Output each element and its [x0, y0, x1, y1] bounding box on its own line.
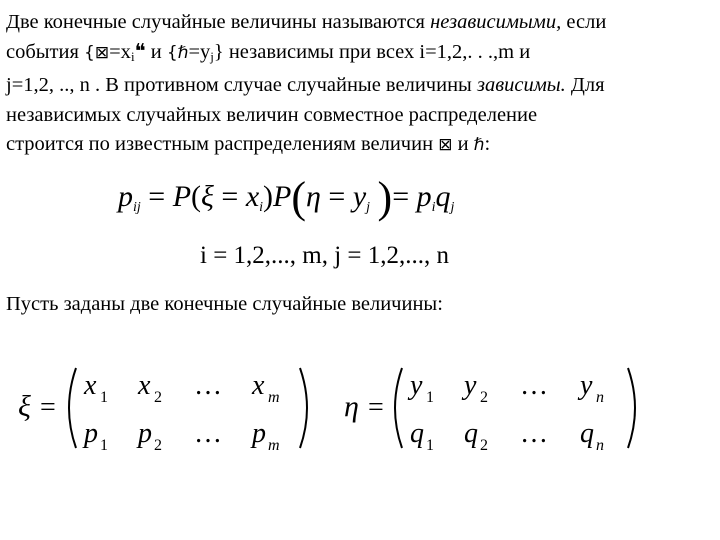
- eta-top-cell: y: [464, 370, 477, 401]
- formula-eq: =: [221, 180, 239, 213]
- eta-bottom-cell: q: [580, 418, 594, 449]
- eta-bottom-cell: q: [410, 418, 424, 449]
- xi-equals: =: [40, 392, 56, 423]
- formula-p: p: [118, 180, 133, 213]
- xi-top-row: [83, 370, 280, 406]
- joint-distribution-formula: [118, 173, 455, 222]
- xi-bottom-sub: 1: [100, 437, 108, 454]
- subscript-j: j: [210, 48, 214, 64]
- formula-sub-j: j: [366, 200, 371, 215]
- intro-text: :: [484, 133, 491, 155]
- xi-matrix: [18, 358, 318, 463]
- eta-top-row: [407, 370, 604, 406]
- eta-top-cell: y: [580, 370, 593, 401]
- formula-sub-j: j: [450, 200, 455, 215]
- eta-bottom-sub: n: [596, 437, 604, 454]
- formula-sub-ij: ij: [133, 200, 141, 215]
- eta-bottom-cell: …: [520, 418, 548, 449]
- xi-glyph-icon: ⊠: [438, 135, 453, 155]
- eta-top-sub: 1: [426, 389, 434, 406]
- xi-matrix-svg: [18, 358, 318, 458]
- intro-line-4: [6, 101, 714, 131]
- eta-matrix: [344, 358, 644, 463]
- intro-text: и: [145, 40, 167, 63]
- eta-bottom-row: [410, 418, 604, 454]
- intro-text: =y: [188, 40, 211, 63]
- xi-top-sub: 1: [100, 389, 108, 406]
- formula-P: P: [172, 180, 192, 213]
- formula-eq: =: [392, 180, 410, 213]
- formula-xi: ξ: [201, 180, 214, 213]
- intro-text: Две конечные случайные величины называются: [6, 11, 431, 33]
- formula-sub-i: i: [259, 200, 264, 215]
- xi-bottom-cell: p: [138, 418, 152, 449]
- eta-equals: =: [368, 392, 384, 423]
- eta-symbol: η: [344, 390, 359, 423]
- xi-top-cell: …: [194, 370, 222, 401]
- eta-right-paren: [628, 368, 635, 448]
- closing-glyph-icon: ❝: [134, 40, 146, 63]
- xi-bottom-cell: p: [252, 418, 266, 449]
- term-dependent: зависимы.: [476, 74, 566, 96]
- eta-top-sub: 2: [480, 389, 488, 406]
- formula-eq: =: [148, 180, 166, 213]
- eta-bottom-sub: 1: [426, 437, 434, 454]
- xi-bottom-sub: m: [268, 437, 280, 454]
- brace-glyph-icon: {: [166, 42, 178, 63]
- xi-top-cell: x: [138, 370, 151, 401]
- xi-glyph-icon: ⊠: [94, 42, 110, 63]
- eta-glyph-icon: ℏ: [177, 42, 189, 63]
- eta-glyph-icon: ℏ: [473, 135, 485, 155]
- xi-top-cell: x: [252, 370, 265, 401]
- xi-bottom-sub: 2: [154, 437, 162, 454]
- formula-y: y: [352, 180, 367, 213]
- xi-top-sub: m: [268, 389, 280, 406]
- formula-P: P: [273, 180, 292, 213]
- formula-q: q: [435, 180, 451, 213]
- xi-bottom-cell: p: [84, 418, 98, 449]
- intro-line-2: [6, 38, 714, 72]
- xi-bottom-row: [82, 418, 280, 454]
- intro-text: если: [561, 11, 607, 33]
- intro-line-1: [6, 8, 714, 38]
- index-range: [200, 242, 449, 270]
- xi-bottom-cell: …: [194, 418, 222, 449]
- formula-eq: =: [328, 180, 346, 213]
- brace-glyph-icon: {: [84, 42, 95, 63]
- xi-right-paren: [300, 368, 307, 448]
- formula-sub-i: i: [431, 200, 436, 215]
- intro-line-5: [6, 130, 714, 161]
- intro-paragraph: [6, 8, 714, 161]
- intro-line-3: [6, 71, 714, 101]
- intro-text: события: [6, 40, 85, 63]
- intro-text: } независимы при всех i=1,2,. . .,m и: [213, 40, 531, 63]
- formula-p: p: [416, 180, 432, 213]
- eta-left-paren: [395, 368, 402, 448]
- xi-left-paren: [69, 368, 76, 448]
- formula-paren: (: [191, 180, 202, 213]
- term-independent: независимыми,: [430, 11, 562, 33]
- xi-top-sub: 2: [154, 389, 162, 406]
- formula-bigparen: (: [291, 173, 307, 222]
- xi-top-cell: x: [84, 370, 97, 401]
- formula-bigparen: ): [377, 173, 393, 222]
- intro-text: независимых случайных величин совместное распределение: [6, 103, 538, 126]
- index-range-text: i = 1,2,..., m, j = 1,2,..., n: [200, 242, 450, 269]
- intro-text: строится по известным распределениям величин: [6, 133, 439, 155]
- eta-top-cell: …: [520, 370, 548, 401]
- second-paragraph: Пусть заданы две конечные случайные величины:: [6, 293, 443, 315]
- intro-text: =x: [109, 40, 131, 63]
- eta-bottom-sub: 2: [480, 437, 488, 454]
- subscript-i: i: [130, 48, 135, 64]
- formula-x: x: [245, 180, 260, 213]
- eta-bottom-cell: q: [464, 418, 478, 449]
- xi-symbol: ξ: [18, 390, 31, 423]
- formula-paren: ): [263, 180, 274, 213]
- intro-text: и: [452, 133, 474, 155]
- eta-top-cell: y: [410, 370, 423, 401]
- eta-matrix-svg: [344, 358, 644, 458]
- intro-text: Для: [565, 74, 605, 96]
- formula-eta: η: [306, 180, 321, 213]
- eta-top-sub: n: [596, 389, 604, 406]
- intro-text: j=1,2, .., n . В противном случае случайные величины: [6, 74, 477, 96]
